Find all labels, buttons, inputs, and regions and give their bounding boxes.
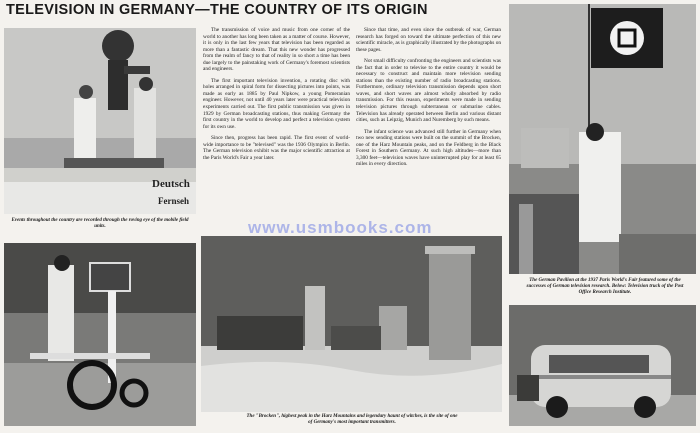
- paragraph: Since that time, and even since the outbreak of war, German research has forged on toward the ultimate perfection of this new scientific miracle, as is graphically illustrated by the photographs on these pages.: [356, 27, 501, 53]
- caption-pavilion: The German Pavilion at the 1937 Paris World's Fair featured some of the successes of German television research. Below: Television truck of the Post Office Research Institute.: [526, 278, 684, 295]
- text-column-right: [356, 27, 501, 223]
- paragraph: Since then, progress has been rapid. The first event of world-wide importance to be "televised" was the 1936 Olympics in Berlin. The German television exhibit was the major scientific attraction at the Paris World's Fair a year later.: [203, 135, 350, 161]
- pavilion-camera-image: [509, 4, 696, 274]
- paragraph: The transmission of voice and music from one corner of the world to another has long been taken as a matter of course. However, it is only in the last few years that television has been regarded as more than a fantastic dream. That this new wonder has progressed from the realm of fancy to that of reality in so short a time has been due largely to the painstaking work of Germany's foremost scientists and engineers.: [203, 27, 350, 73]
- photo-tv-truck: [509, 305, 696, 426]
- photo-brocken: [201, 236, 502, 412]
- photo-camera-cart: [4, 243, 196, 426]
- paragraph: Not small difficulty confronting the engineers and scientists was the fact that in order to televise to the entire country it would be necessary to construct and maintain more television sending stations than the existing number of radio broadcasting stations. Furthermore, ordinary television transmission depends upon short waves, and short waves are almost wholly absorbed by radio transmission. For this reason, experiments were made in sending television pictures through subterranean or submarine cables. Television has already operated between Berlin and various distant cities, such as Leipzig, Munich and Nuremberg by such means.: [356, 58, 501, 124]
- photo-pavilion-camera: [509, 4, 696, 274]
- camera-cart-image: [4, 243, 196, 426]
- tv-truck-image: [509, 305, 696, 426]
- truck-lettering-1: Deutsch: [152, 178, 190, 190]
- watermark-text: www.usmbooks.com: [248, 218, 433, 237]
- text-column-middle: [203, 27, 350, 223]
- caption-brocken: The "Brocken", highest peak in the Harz Mountains and legendary haunt of witches, is the site of one of Germany's most important transmitters.: [246, 414, 458, 425]
- brocken-image: [201, 236, 502, 412]
- truck-lettering-2: Fernseh: [158, 196, 189, 206]
- caption-field-units: Events throughout the country are recorded through the roving eye of the mobile field units.: [11, 218, 189, 229]
- page-title: TELEVISION IN GERMANY—THE COUNTRY OF ITS ORIGIN: [6, 2, 428, 18]
- paragraph: The first important television invention, a rotating disc with holes arranged in spiral form for dissecting pictures into points, was made as early as 1885 by Paul Nipkow, a young Pomeranian engineer. However, not until 40 years later were practical television experiments carried out. The first public transmission was given in 1929 by German broadcasting stations, thus making Germany the first country in the world to develop and perfect a television system for its own use.: [203, 77, 350, 130]
- paragraph: The infant science was advanced still further in Germany when two new sending stations were built on the summit of the Brocken, one of the Harz Mountain peaks, and on the Feldberg in the Black Forest in Southern Germany. At such high altitudes—more than 3,300 feet—television waves have uninterrupted play for at least 65 miles in every direction.: [356, 128, 501, 168]
- photo-camera-truck: [4, 28, 196, 214]
